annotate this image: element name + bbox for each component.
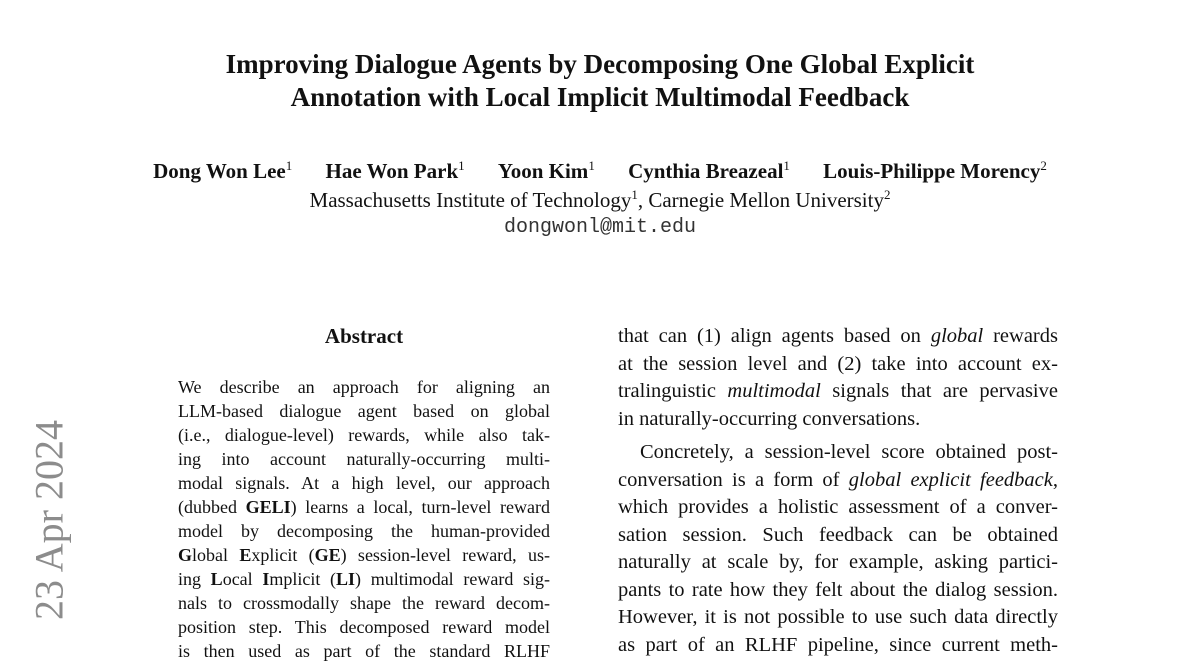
bold-run: GE <box>314 545 341 565</box>
body-line: at the session level and (2) take into account ex- <box>618 352 1058 375</box>
bold-run: GELI <box>245 497 291 517</box>
italic-run: multimodal <box>727 380 821 402</box>
author-affil-sup: 1 <box>588 158 595 173</box>
text-run: ocal <box>222 569 263 589</box>
body-line: Concretely, a session-level score obtained post- <box>640 441 1058 463</box>
text-run: (dubbed <box>178 497 246 517</box>
text-run: xplicit ( <box>251 545 315 565</box>
abstract-heading: Abstract <box>324 324 404 348</box>
text-run: signals that are pervasive <box>820 380 1058 402</box>
abstract-line: is then used as part of the standard RLHF <box>178 641 550 661</box>
abstract-body <box>178 375 550 663</box>
body-line: in naturally-occurring conversations. <box>618 407 921 430</box>
author-affil-sup: 1 <box>783 158 790 173</box>
text-run: conversation is a form of <box>618 468 849 491</box>
bold-run: G <box>178 545 193 565</box>
abstract-line: We describe an approach for aligning an <box>178 377 550 397</box>
author-list <box>0 157 1200 185</box>
affil-separator: , <box>637 188 649 212</box>
italic-run: global <box>930 325 984 347</box>
author-name: Hae Won Park <box>325 159 459 183</box>
text-run: ing <box>178 569 211 589</box>
author-name: Dong Won Lee <box>153 159 286 183</box>
author-name: Yoon Kim <box>497 159 589 183</box>
paper-title <box>0 48 1200 114</box>
text-run: tralinguistic <box>618 380 728 402</box>
abstract-line <box>178 543 550 567</box>
body-line: However, it is not possible to use such data directly <box>618 606 1058 628</box>
author-affil-sup: 2 <box>1040 158 1047 173</box>
author-name: Louis-Philippe Morency <box>823 159 1041 183</box>
body-line <box>618 378 1058 406</box>
body-line <box>618 467 1058 495</box>
text-run: , <box>1052 468 1058 491</box>
author-name: Cynthia Breazeal <box>628 159 784 183</box>
affil-sup: 1 <box>631 187 638 202</box>
affil-sup: 2 <box>883 187 891 202</box>
author <box>628 159 790 183</box>
abstract-line: (i.e., dialogue-level) rewards, while also tak- <box>178 425 550 445</box>
bold-run: LI <box>336 569 356 589</box>
body-line: pants to rate how they felt about the dialog session. <box>618 578 1058 601</box>
author-affil-sup: 1 <box>285 158 293 173</box>
bold-run: I <box>262 569 270 589</box>
text-run: rewards <box>983 325 1058 347</box>
author-email: dongwonl@mit.edu <box>503 216 697 239</box>
bold-run: E <box>239 545 252 565</box>
abstract-line: model by decomposing the human-provided <box>178 521 550 541</box>
intro-body <box>618 323 1058 659</box>
affiliation-mit: Massachusetts Institute of Technology <box>309 188 632 212</box>
abstract-line: nals to crossmodally shape the reward decom- <box>178 593 550 613</box>
abstract-line <box>178 495 550 519</box>
body-line: sation session. Such feedback can be obtained <box>618 523 1058 546</box>
author <box>498 159 595 183</box>
text-run: mplicit ( <box>269 569 337 589</box>
author-affil-sup: 1 <box>458 158 465 173</box>
title-line-1: Improving Dialogue Agents by Decomposing One Global Explicit <box>225 49 975 79</box>
bold-run: L <box>210 569 223 589</box>
affiliation-cmu: Carnegie Mellon University <box>648 188 884 212</box>
text-run: ) learns a local, turn-level reward <box>290 497 550 517</box>
italic-run: global explicit feedback <box>848 468 1053 491</box>
author <box>823 159 1047 183</box>
text-run: lobal <box>192 545 240 565</box>
arxiv-date: 23 Apr 2024 <box>26 420 72 620</box>
title-line-2: Annotation with Local Implicit Multimodal Feedback <box>290 82 910 112</box>
affiliations <box>0 186 1200 214</box>
text-run: ) session-level reward, us- <box>340 545 550 565</box>
body-line <box>618 323 1058 351</box>
author <box>326 159 465 183</box>
body-line: as part of an RLHF pipeline, since current meth- <box>618 633 1058 656</box>
author <box>153 159 292 183</box>
body-line: which provides a holistic assessment of a conver- <box>618 496 1058 518</box>
arxiv-date-stamp <box>26 418 72 622</box>
text-run: that can (1) align agents based on <box>618 325 931 347</box>
body-line: naturally at scale by, for example, asking partici- <box>618 551 1058 573</box>
abstract-line <box>178 567 550 591</box>
abstract-line: position step. This decomposed reward model <box>178 617 550 637</box>
abstract-line: modal signals. At a high level, our approach <box>178 473 550 493</box>
abstract-line: ing into account naturally-occurring multi- <box>178 449 550 469</box>
text-run: ) multimodal reward sig- <box>355 569 550 589</box>
abstract-line: LLM-based dialogue agent based on global <box>178 401 550 421</box>
